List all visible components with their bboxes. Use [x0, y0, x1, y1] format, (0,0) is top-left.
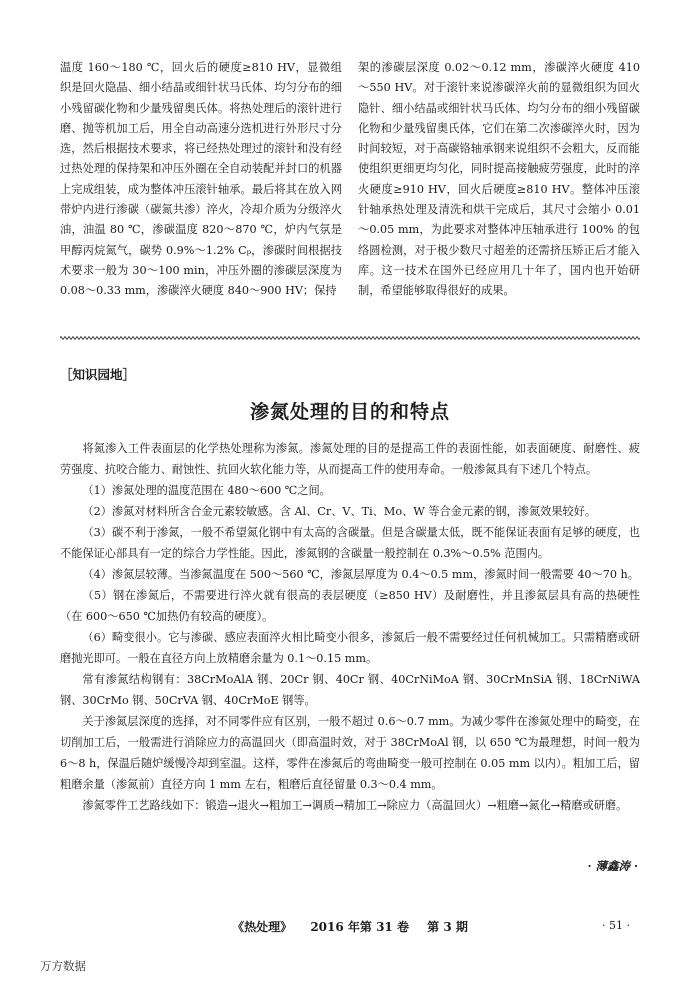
journal-name: 《热处理》	[232, 920, 293, 934]
paragraph: 常有渗氮结构钢有：38CrMoAlA 钢、20Cr 钢、40Cr 钢、40CrNiMoA 钢、30CrMnSiA 钢、18CrNiWA 钢、30CrMo 钢、50CrVA 钢、40CrMoE 钢等。	[60, 673, 640, 707]
page-number: · 51 ·	[602, 919, 630, 932]
paragraph: （1）渗氮处理的温度范围在 480～600 ℃之间。	[82, 484, 331, 497]
year-volume: 2016 年第 31 卷	[310, 920, 409, 934]
right-column-text: 架的渗碳层深度 0.02～0.12 mm，渗碳淬火硬度 410～550 HV。对于滚针来说渗碳淬火前的显微组织为回火隐针、细小结晶或细针状马氏体、均匀分布的细小残留碳化物和少量残留奥氏体，它们在第二次渗碳淬火时，因为时间较短，对于高碳铬轴承钢来说组织不会粗大，反而能使组织更细更均匀化，同时提高接触疲劳强度，此时的淬火硬度≥910 HV，回火后硬度≥810 HV。整体冲压滚针轴承热处理及清洗和烘干完成后，其尺寸会缩小 0.01～0.05 mm，为此要求对整体冲压轴承进行 100% 的包络圆检测，对于极少数尺寸超差的还需挤压矫正后才能入库。这一技术在国外已经应用几十年了，国内也开始研制，希望能够取得很好的成果。	[358, 61, 640, 298]
paragraph: （2）渗氮对材料所含合金元素较敏感。含 Al、Cr、V、Ti、Mo、W 等合金元素的钢，渗氮效果较好。	[82, 505, 597, 518]
wavy-divider	[60, 335, 640, 341]
paragraph: 渗氮零件工艺路线如下：锻造→退火→粗加工→调质→精加工→除应力（高温回火）→粗磨→氮化→精磨或研磨。	[82, 799, 628, 812]
left-column-text: 温度 160～180 ℃，回火后的硬度≥810 HV，显微组织是回火隐晶、细小结晶或细针状马氏体、均匀分布的细小残留碳化物和少量残留奥氏体。将热处理后的滚针进行磨、抛等机加工后，用全自动高速分选机进行外形尺寸分选，然后根据技术要求，将已经热处理过的滚针和没有经过热处理的保持架和冲压外圈在全自动装配并封口的机器上完成组装，成为整体冲压滚针轴承。最后将其在放入网带炉内进行渗碳（碳氮共渗）淬火，冷却介质为分级淬火油，油温 80 ℃，渗碳温度 820～870 ℃，炉内气氛是甲醇丙烷氮气，碳势 0.9%～1.2% Cₚ，渗碳时间根据技术要求一般为 30～100 min，冲压外圈的渗碳层深度为 0.08～0.33 mm，渗碳淬火硬度 840～900 HV；保持	[60, 61, 342, 298]
paragraph: （5）钢在渗氮后，不需要进行淬火就有很高的表层硬度（≥850 HV）及耐磨性，并且渗氮层具有高的热硬性（在 600～650 ℃加热仍有较高的硬度）。	[60, 589, 640, 623]
paragraph: （3）碳不利于渗氮，一般不希望氮化钢中有太高的含碳量。但是含碳量太低，既不能保证表面有足够的硬度，也不能保证心部具有一定的综合力学性能。因此，渗氮钢的含碳量一般控制在 0.3%～0.5% 范围内。	[60, 526, 640, 560]
paragraph: （6）畸变很小。它与渗碳、感应表面淬火相比畸变小很多，渗氮后一般不需要经过任何机械加工。只需精磨或研磨抛光即可。一般在直径方向上放精磨余量为 0.1～0.15 mm。	[60, 631, 640, 665]
previous-article-continuation	[60, 58, 640, 320]
article-body	[60, 438, 640, 848]
section-tag: ［知识园地］	[60, 367, 136, 382]
author-signature: · 薄鑫涛 ·	[587, 859, 638, 873]
page-footer	[0, 918, 700, 935]
paragraph: （4）渗氮层较薄。当渗氮温度在 500～560 ℃，渗氮层厚度为 0.4～0.5 mm，渗氮时间一般需要 40～70 h。	[82, 568, 639, 581]
issue-number: 第 3 期	[427, 920, 468, 934]
article-title: 渗氮处理的目的和特点	[249, 401, 450, 423]
paragraph: 关于渗氮层深度的选择，对不同零件应有区别，一般不超过 0.6～0.7 mm。为减少零件在渗氮处理中的畸变，在切削加工后，一般需进行消除应力的高温回火（即高温时效，对于 38CrMoAl 钢，以 650 ℃为最理想，时间一般为 6～8 h，保温后随炉缓慢冷却到室温。这样，零件在渗氮后的弯曲畸变一般可控制在 0.05 mm 以内）。粗加工后，留粗磨余量（渗氮前）直径方向 1 mm 左右，粗磨后直径留量 0.3～0.4 mm。	[60, 715, 640, 791]
paragraph: 将氮渗入工件表面层的化学热处理称为渗氮。渗氮处理的目的是提高工件的表面性能，如表面硬度、耐磨性、疲劳强度、抗咬合能力、耐蚀性、抗回火软化能力等，从而提高工件的使用寿命。一般渗氮具有下述几个特点。	[60, 442, 640, 476]
watermark-text: 万方数据	[40, 959, 86, 973]
